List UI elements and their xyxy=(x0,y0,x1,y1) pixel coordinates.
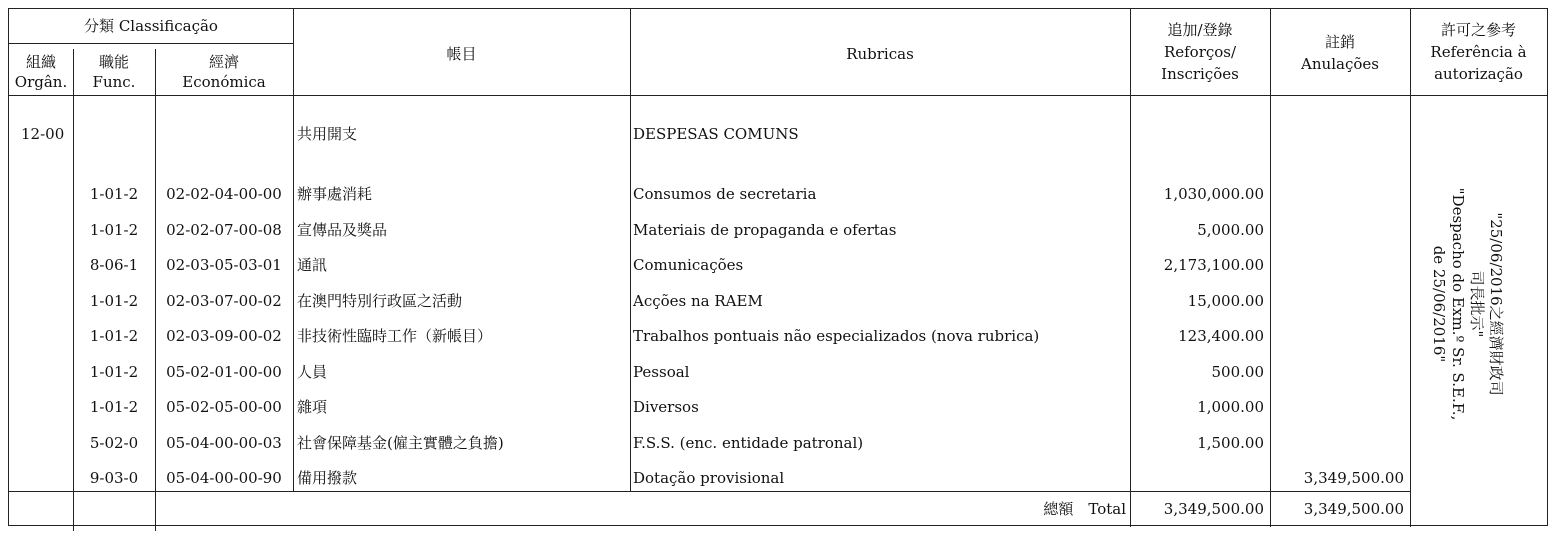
referencia-header-pt1: Referência à xyxy=(1430,43,1527,61)
row-item-pt: Consumos de secretaria xyxy=(633,185,817,203)
rubricas-header: Rubricas xyxy=(846,45,914,63)
authorization-line: "25/06/2016之經濟財政司 xyxy=(1487,212,1505,396)
row-item-zh: 人員 xyxy=(297,363,328,381)
row-item-zh: 備用撥款 xyxy=(297,469,358,487)
group-organ: 12-00 xyxy=(21,125,65,143)
authorization-line: "Despacho do Exm.º Sr. S.E.F., xyxy=(1449,187,1467,421)
reforcos-header-pt2: Inscrições xyxy=(1161,65,1239,83)
row-item-pt: Dotação provisional xyxy=(633,469,785,487)
row-econ-code: 02-03-05-03-01 xyxy=(166,256,282,274)
row-econ-code: 02-02-07-00-08 xyxy=(166,221,282,239)
row-item-zh: 宣傳品及獎品 xyxy=(297,221,388,239)
row-econ-code: 05-02-05-00-00 xyxy=(166,398,282,416)
total-reforcos: 3,349,500.00 xyxy=(1163,500,1264,518)
row-func-code: 9-03-0 xyxy=(89,469,139,487)
row-item-pt: Pessoal xyxy=(633,363,690,381)
row-func-code: 8-06-1 xyxy=(89,256,139,274)
col-divider xyxy=(73,49,74,531)
row-func-code: 1-01-2 xyxy=(89,185,139,203)
row-item-zh: 在澳門特別行政區之活動 xyxy=(297,292,463,310)
row-func-code: 1-01-2 xyxy=(89,221,139,239)
row-func-code: 1-01-2 xyxy=(89,327,139,345)
row-reforcos-amount: 15,000.00 xyxy=(1187,292,1264,310)
row-item-pt: Materiais de propaganda e ofertas xyxy=(633,221,897,239)
header-bottom-rule xyxy=(9,95,1547,96)
row-item-zh: 雜項 xyxy=(297,398,328,416)
econ-header-zh: 經濟 xyxy=(208,53,239,71)
total-anulacoes: 3,349,500.00 xyxy=(1303,500,1404,518)
row-econ-code: 05-02-01-00-00 xyxy=(166,363,282,381)
total-label: 總額 Total xyxy=(1043,500,1126,518)
row-func-code: 1-01-2 xyxy=(89,292,139,310)
row-item-pt: Diversos xyxy=(633,398,699,416)
row-reforcos-amount: 123,400.00 xyxy=(1178,327,1264,345)
row-econ-code: 02-03-09-00-02 xyxy=(166,327,282,345)
anulacoes-header-zh: 註銷 xyxy=(1324,33,1355,51)
authorization-line: 司長批示" xyxy=(1468,270,1486,338)
row-item-pt: Acções na RAEM xyxy=(633,292,763,310)
row-reforcos-amount: 1,500.00 xyxy=(1197,434,1264,452)
row-reforcos-amount: 2,173,100.00 xyxy=(1163,256,1264,274)
row-reforcos-amount: 1,000.00 xyxy=(1197,398,1264,416)
row-item-pt: Trabalhos pontuais não especializados (nova rubrica) xyxy=(633,327,1040,345)
col-divider xyxy=(1270,9,1271,527)
classification-header: 分類 Classificação xyxy=(84,17,218,35)
row-item-pt: F.S.S. (enc. entidade patronal) xyxy=(633,434,864,452)
col-divider xyxy=(293,9,294,491)
row-func-code: 5-02-0 xyxy=(89,434,139,452)
row-econ-code: 02-03-07-00-02 xyxy=(166,292,282,310)
row-econ-code: 05-04-00-00-90 xyxy=(166,469,282,487)
col-divider xyxy=(1410,9,1411,527)
authorization-line: de 25/06/2016" xyxy=(1430,245,1448,363)
organ-header-zh: 組織 xyxy=(25,53,56,71)
item-zh-header: 帳目 xyxy=(446,45,477,63)
row-func-code: 1-01-2 xyxy=(89,398,139,416)
row-item-zh: 通訊 xyxy=(297,256,328,274)
reforcos-header-pt1: Reforços/ xyxy=(1163,43,1237,61)
header-subdivider xyxy=(9,43,293,44)
row-reforcos-amount: 1,030,000.00 xyxy=(1163,185,1264,203)
authorization-reference xyxy=(1417,187,1517,421)
econ-header-pt: Económica xyxy=(182,73,266,91)
row-item-pt: Comunicações xyxy=(633,256,744,274)
func-header-zh: 職能 xyxy=(98,53,129,71)
reforcos-header-zh: 追加/登錄 xyxy=(1167,21,1233,39)
row-anulacoes-amount: 3,349,500.00 xyxy=(1303,469,1404,487)
row-econ-code: 02-02-04-00-00 xyxy=(166,185,282,203)
col-divider xyxy=(155,49,156,531)
referencia-header-zh: 許可之參考 xyxy=(1440,21,1516,39)
referencia-header-pt2: autorização xyxy=(1434,65,1523,83)
group-name-zh: 共用開支 xyxy=(297,125,358,143)
total-rule xyxy=(9,491,1411,492)
row-item-zh: 社會保障基金(僱主實體之負擔) xyxy=(297,434,504,452)
row-reforcos-amount: 5,000.00 xyxy=(1197,221,1264,239)
anulacoes-header-pt: Anulações xyxy=(1301,55,1379,73)
func-header-pt: Func. xyxy=(92,73,136,91)
row-econ-code: 05-04-00-00-03 xyxy=(166,434,282,452)
group-name-pt: DESPESAS COMUNS xyxy=(633,125,799,143)
row-func-code: 1-01-2 xyxy=(89,363,139,381)
row-item-zh: 辦事處消耗 xyxy=(297,185,373,203)
col-divider xyxy=(630,9,631,491)
row-reforcos-amount: 500.00 xyxy=(1211,363,1264,381)
organ-header-pt: Orgân. xyxy=(14,73,68,91)
row-item-zh: 非技術性臨時工作（新帳目） xyxy=(297,327,493,345)
budget-table xyxy=(8,8,1548,526)
